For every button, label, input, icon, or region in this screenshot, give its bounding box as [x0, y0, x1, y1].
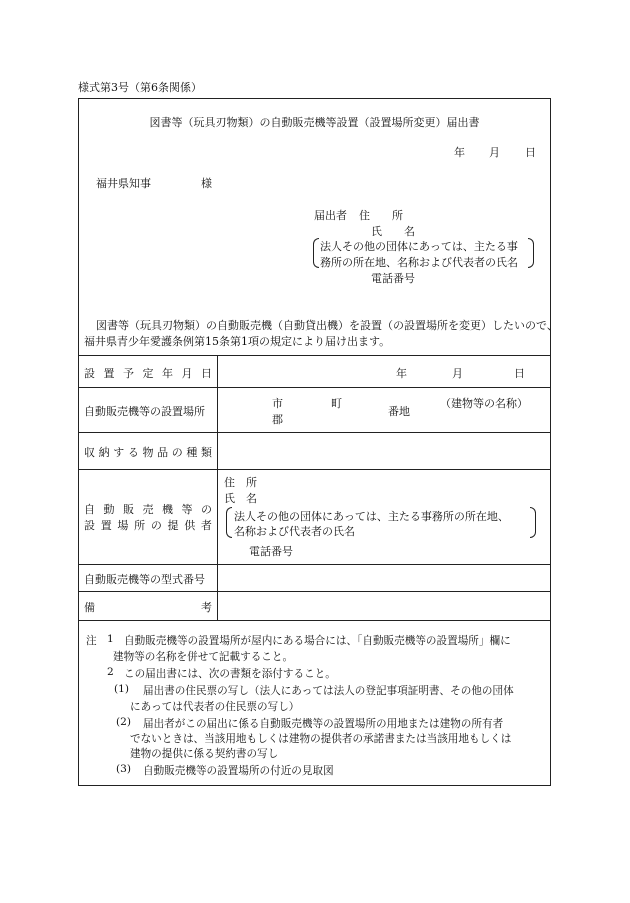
planned-date-day: 日	[514, 367, 525, 380]
notes-prefix: 注	[86, 635, 97, 647]
intro-line-2: 福井県青少年愛護条例第15条第1項の規定により届け出ます。	[84, 335, 391, 348]
provider-corp-note-2: 名称および代表者の氏名	[234, 525, 355, 538]
subnote-2-line-3: 建物の提供に係る契約書の写し	[130, 748, 279, 760]
applicant-corp-note-1: 法人その他の団体にあっては、主たる事	[320, 240, 518, 253]
subnote-2-line-2: でないときは、当該用地もしくは建物の提供者の承諾書または当該用地もしくは	[130, 733, 512, 745]
planned-date-month: 月	[452, 367, 463, 380]
table-rule	[78, 387, 551, 388]
date-month: 月	[489, 146, 500, 159]
note-1-line-2: 建物等の名称を併せて記載すること。	[113, 651, 294, 663]
table-rule	[78, 469, 551, 470]
table-column-divider	[217, 355, 218, 620]
provider-right-paren	[530, 507, 536, 538]
location-banchi: 番地	[388, 405, 410, 418]
subnote-1-number: (1)	[114, 683, 130, 695]
subnote-2-number: (2)	[116, 716, 132, 728]
subnote-3-line-1: 自動販売機等の設置場所の付近の見取図	[143, 765, 334, 777]
form-title: 図書等（玩具刃物類）の自動販売機等設置（設置場所変更）届出書	[149, 116, 480, 129]
location-city: 市	[272, 397, 283, 410]
provider-address-label: 住 所	[224, 476, 257, 489]
table-rule	[78, 620, 551, 621]
provider-left-paren	[226, 507, 232, 538]
applicant-left-paren	[313, 238, 319, 268]
goods-label: 収 納 す る 物 品 の 種 類	[84, 446, 212, 459]
provider-phone-label: 電話番号	[249, 545, 293, 558]
provider-name-label: 氏 名	[224, 492, 257, 505]
applicant-corp-note-2: 務所の所在地、名称および代表者の氏名	[320, 256, 518, 269]
subnote-2-line-1: 届出者がこの届出に係る自動販売機等の設置場所の用地または建物の所有者	[143, 718, 504, 730]
note-2-line-1: この届出書には、次の書類を添付すること。	[124, 668, 336, 680]
addressee-suffix: 様	[201, 177, 212, 190]
note-1-number: 1	[107, 633, 114, 645]
subnote-1-line-2: にあっては代表者の住民票の写し）	[130, 701, 300, 713]
location-gun: 郡	[272, 413, 283, 426]
applicant-label: 届出者	[314, 209, 347, 222]
table-rule	[78, 591, 551, 592]
location-label: 自動販売機等の設置場所	[84, 405, 205, 418]
model-label: 自動販売機等の型式番号	[84, 573, 205, 586]
note-2-number: 2	[107, 666, 114, 678]
applicant-right-paren	[528, 238, 534, 268]
note-1-line-1: 自動販売機等の設置場所が屋内にある場合には、「自動販売機等の設置場所」欄に	[124, 635, 511, 647]
addressee-name: 福井県知事	[96, 177, 151, 190]
table-rule	[78, 564, 551, 565]
provider-corp-note-1: 法人その他の団体にあっては、主たる事務所の所在地、	[234, 510, 509, 523]
provider-label-line-2: 設 置 場 所 の 提 供 者	[84, 519, 212, 532]
remarks-label: 備 考	[84, 601, 212, 614]
applicant-address-label: 住 所	[359, 209, 403, 222]
subnote-3-number: (3)	[116, 763, 132, 775]
location-building: （建物等の名称）	[440, 397, 528, 410]
intro-line-1: 図書等（玩具刃物類）の自動販売機（自動貸出機）を設置（の設置場所を変更）したいので、	[96, 319, 558, 332]
date-year: 年	[454, 146, 465, 159]
location-town: 町	[331, 397, 342, 410]
table-rule	[78, 432, 551, 433]
date-day: 日	[525, 146, 536, 159]
subnote-1-line-1: 届出書の住民票の写し（法人にあっては法人の登記事項証明書、その他の団体	[143, 685, 514, 697]
provider-label-line-1: 自 動 販 売 機 等 の	[84, 503, 212, 516]
applicant-phone-label: 電話番号	[371, 272, 415, 285]
table-rule	[78, 355, 551, 356]
form-number: 様式第3号（第6条関係）	[78, 81, 202, 94]
planned-date-label: 設 置 予 定 年 月 日	[84, 367, 212, 380]
applicant-name-label: 氏 名	[371, 225, 415, 238]
planned-date-year: 年	[396, 367, 407, 380]
